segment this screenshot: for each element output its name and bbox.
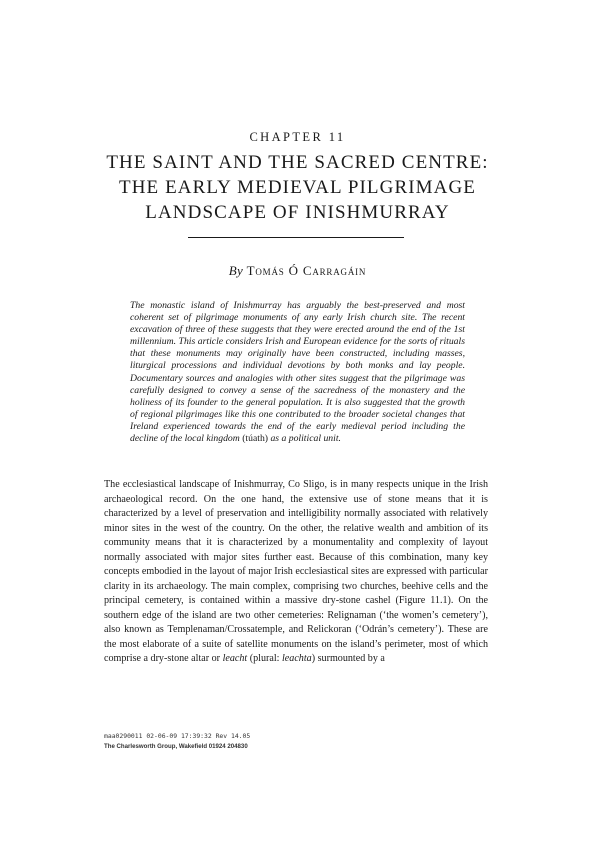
production-code: maa0290011 02-06-09 17:39:32 Rev 14.05	[104, 732, 251, 740]
abstract-text: The monastic island of Inishmurray has arguably the best-preserved and most coherent set of pilgrimage monuments of any early Irish church site. The recent excavation of three of these suggests that they were erected around the end of the 1st millennium. This article considers Irish and European evidence for the sorts of rituals that these monuments may originally have been constructed, including masses, liturgical processions and individual devotions by both monks and lay people. Documentary sources and analogies with other sites suggest that the pilgrimage was carefully designed to convey a sense of the sacredness of the monastery and the holiness of its founder to the general population. It is also suggested that the growth of regional pilgrimages like this one contributed to the broader societal changes that Ireland experienced towards the end of the early medieval period including the decline of the local kingdom	[130, 300, 465, 445]
title-divider	[188, 237, 404, 238]
author-name: Tomás Ó Carragáin	[246, 263, 367, 278]
chapter-title	[60, 150, 535, 225]
body-text: The ecclesiastical landscape of Inishmurray, Co Sligo, is in many respects unique in the Irish archaeological record. On the one hand, the extensive use of stone means that it is characterized by a level of preservation and intelligibility normally associated with relatively minor sites in the west of the country. On the other, the relative wealth and ambition of its community means that it is characterized by a monumentality and complexity of layout normally associated with major sites further east. Because of this combination, many key concepts embodied in the layout of major Irish ecclesiastical sites are expressed with particular clarity in its archaeology. The main complex, comprising two churches, beehive cells and the principal cemetery, is contained within a massive dry-stone cashel (Figure 11.1). On the southern edge of the island are two other cemeteries: Relignaman (‘the women’s cemetery’), also known as Templenaman/Crossatemple, and Relickoran (‘Odrán’s cemetery’). These are the most elaborate of a suite of satellite monuments on the island’s perimeter, most of which comprise a dry-stone altar or	[104, 479, 488, 664]
chapter-label: CHAPTER 11	[249, 130, 346, 144]
abstract-term: (túath)	[239, 433, 271, 445]
chapter-title-line: THE SAINT AND THE SACRED CENTRE:	[106, 152, 489, 173]
publisher-line: The Charlesworth Group, Wakefield 01924 204830	[104, 743, 248, 750]
chapter-title-line: LANDSCAPE OF INISHMURRAY	[145, 202, 450, 223]
term-leacht: leacht	[222, 653, 248, 664]
chapter-title-line: THE EARLY MEDIEVAL PILGRIMAGE	[118, 177, 476, 198]
byline-prefix: By	[228, 263, 244, 278]
body-paragraph	[104, 478, 488, 667]
abstract-text-end: as a political unit.	[270, 433, 341, 445]
body-text-end: ) surmounted by a	[311, 653, 385, 664]
abstract	[130, 300, 465, 445]
term-leachta: leachta	[282, 653, 312, 664]
body-text-plural: (plural:	[247, 653, 282, 664]
byline	[0, 263, 595, 279]
